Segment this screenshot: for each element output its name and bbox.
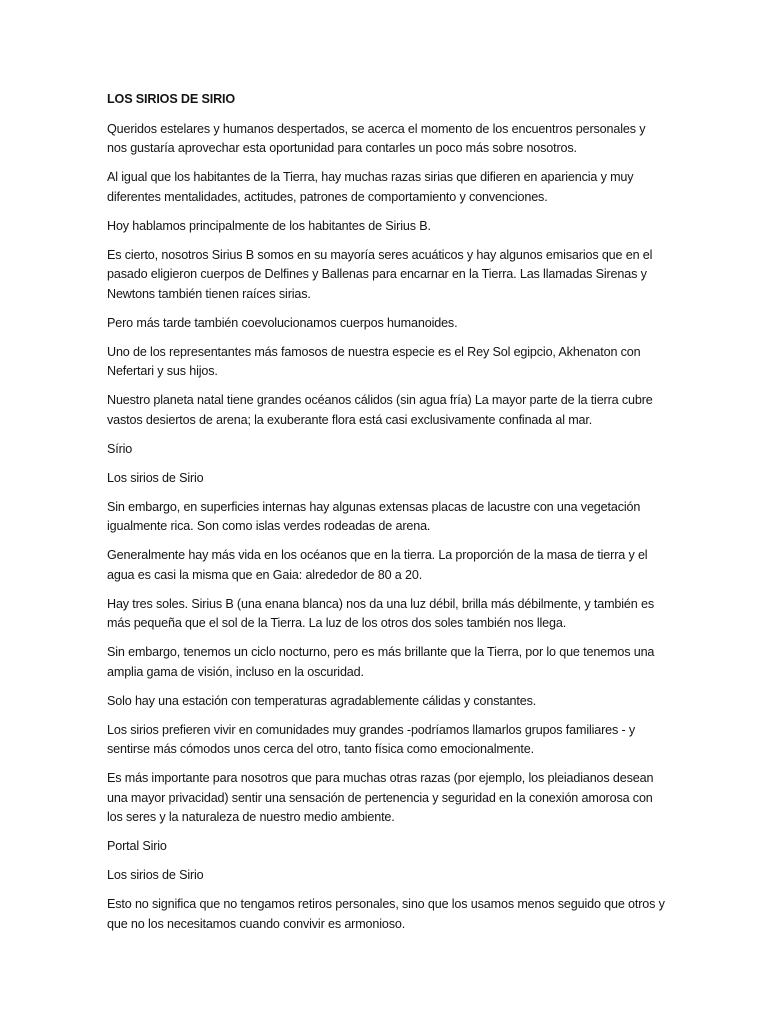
paragraph-4: Es cierto, nosotros Sirius B somos en su mayoría seres acuáticos y hay algunos emisarios que en el pasado eligieron cuerpos de Delfines y Ballenas para encarnar en la Tierra. Las llamadas Sirenas y Newtons también tienen raíces sirias.: [107, 247, 653, 301]
paragraph-13: Los sirios prefieren vivir en comunidades muy grandes -podríamos llamarlos grupos familiares - y sentirse más cómodos unos cerca del otro, tanto física como emocionalmente.: [107, 722, 636, 756]
paragraph-1: Queridos estelares y humanos despertados, se acerca el momento de los encuentros personales y nos gustaría aprovechar esta oportunidad para contarles un poco más sobre nosotros.: [107, 121, 646, 155]
paragraph-15: Esto no significa que no tengamos retiros personales, sino que los usamos menos seguido que otros y que no los necesitamos cuando convivir es armonioso.: [107, 897, 665, 931]
paragraph-12: Solo hay una estación con temperaturas agradablemente cálidas y constantes.: [107, 693, 537, 708]
paragraph-2: Al igual que los habitantes de la Tierra, hay muchas razas sirias que difieren en apariencia y muy diferentes mentalidades, actitudes, patrones de comportamiento y convenciones.: [107, 170, 634, 204]
paragraph-10: Hay tres soles. Sirius B (una enana blanca) nos da una luz débil, brilla más débilmente, y también es más pequeña que el sol de la Tierra. La luz de los otros dos soles también nos llega.: [107, 596, 654, 630]
document-title: LOS SIRIOS DE SIRIO: [107, 92, 236, 106]
paragraph-6: Uno de los representantes más famosos de nuestra especie es el Rey Sol egipcio, Akhenaton con Nefertari y sus hijos.: [107, 344, 641, 378]
section-label-portal-sirio: Portal Sirio: [107, 839, 167, 853]
document-body: [107, 90, 667, 944]
paragraph-7: Nuestro planeta natal tiene grandes océanos cálidos (sin agua fría) La mayor parte de la tierra cubre vastos desiertos de arena; la exuberante flora está casi exclusivamente confinada al mar.: [107, 393, 653, 427]
paragraph-8: Sin embargo, en superficies internas hay algunas extensas placas de lacustre con una vegetación igualmente rica. Son como islas verdes rodeadas de arena.: [107, 499, 641, 533]
paragraph-3: Hoy hablamos principalmente de los habitantes de Sirius B.: [107, 218, 431, 233]
paragraph-5: Pero más tarde también coevolucionamos cuerpos humanoides.: [107, 315, 458, 330]
paragraph-14: Es más importante para nosotros que para muchas otras razas (por ejemplo, los pleiadianos desean una mayor privacidad) sentir una sensación de pertenencia y seguridad en la conexión amorosa con los seres y la naturaleza de nuestro medio ambiente.: [107, 771, 654, 824]
section-label-los-sirios-2: Los sirios de Sirio: [107, 868, 204, 882]
paragraph-11: Sin embargo, tenemos un ciclo nocturno, pero es más brillante que la Tierra, por lo que tenemos una amplia gama de visión, incluso en la oscuridad.: [107, 645, 655, 679]
paragraph-9: Generalmente hay más vida en los océanos que en la tierra. La proporción de la masa de tierra y el agua es casi la misma que en Gaia: alrededor de 80 a 20.: [107, 548, 648, 582]
section-label-sirio: Sírio: [107, 441, 133, 456]
section-label-los-sirios: Los sirios de Sirio: [107, 470, 204, 485]
